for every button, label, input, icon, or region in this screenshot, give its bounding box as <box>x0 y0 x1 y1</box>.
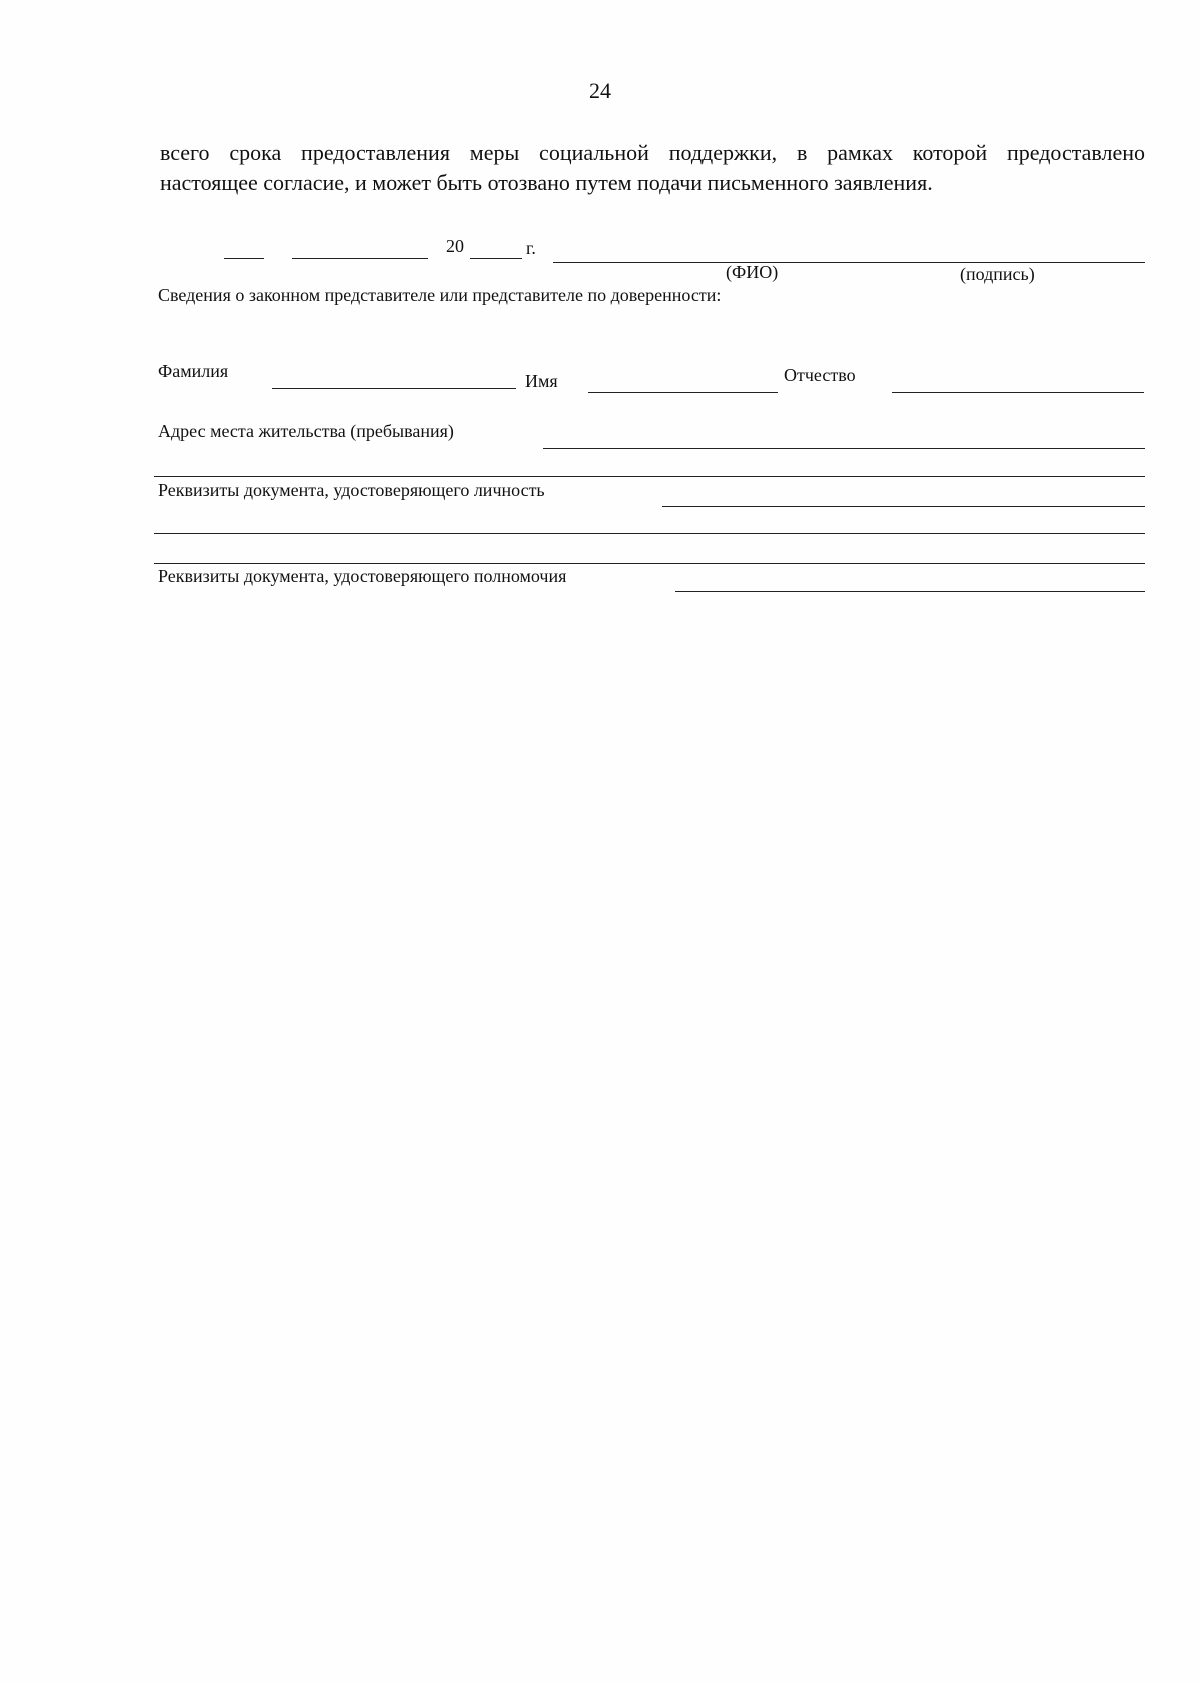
address-field-line-2[interactable] <box>154 476 1145 477</box>
fio-caption: (ФИО) <box>726 262 779 282</box>
representative-heading: Сведения о законном представителе или представителе по доверенности: <box>158 285 722 305</box>
surname-field[interactable] <box>272 388 516 389</box>
authority-doc-label: Реквизиты документа, удостоверяющего полномочия <box>158 566 567 586</box>
address-label: Адрес места жительства (пребывания) <box>158 421 454 441</box>
year-prefix: 20 <box>446 236 464 256</box>
name-field[interactable] <box>588 392 778 393</box>
patronymic-field[interactable] <box>892 392 1144 393</box>
page-number: 24 <box>589 78 611 103</box>
date-day-field[interactable] <box>224 258 264 259</box>
surname-label: Фамилия <box>158 361 229 381</box>
year-suffix: г. <box>526 238 536 258</box>
date-month-field[interactable] <box>292 258 428 259</box>
identity-doc-field-line-2[interactable] <box>154 533 1145 534</box>
paragraph-line-1: всего срока предоставления меры социальной поддержки, в рамках которой предоставлено <box>160 140 1145 165</box>
fio-signature-field[interactable] <box>553 262 1145 263</box>
paragraph-line-2: настоящее согласие, и может быть отозвано путем подачи письменного заявления. <box>160 170 933 195</box>
address-field[interactable] <box>543 448 1145 449</box>
identity-doc-field[interactable] <box>662 506 1145 507</box>
signature-caption: (подпись) <box>960 264 1035 284</box>
patronymic-label: Отчество <box>784 365 856 385</box>
name-label: Имя <box>525 371 558 391</box>
consent-paragraph <box>160 138 1145 198</box>
date-year-field[interactable] <box>470 258 522 259</box>
identity-doc-field-line-3[interactable] <box>154 563 1145 564</box>
identity-doc-label: Реквизиты документа, удостоверяющего личность <box>158 480 545 500</box>
authority-doc-field[interactable] <box>675 591 1145 592</box>
